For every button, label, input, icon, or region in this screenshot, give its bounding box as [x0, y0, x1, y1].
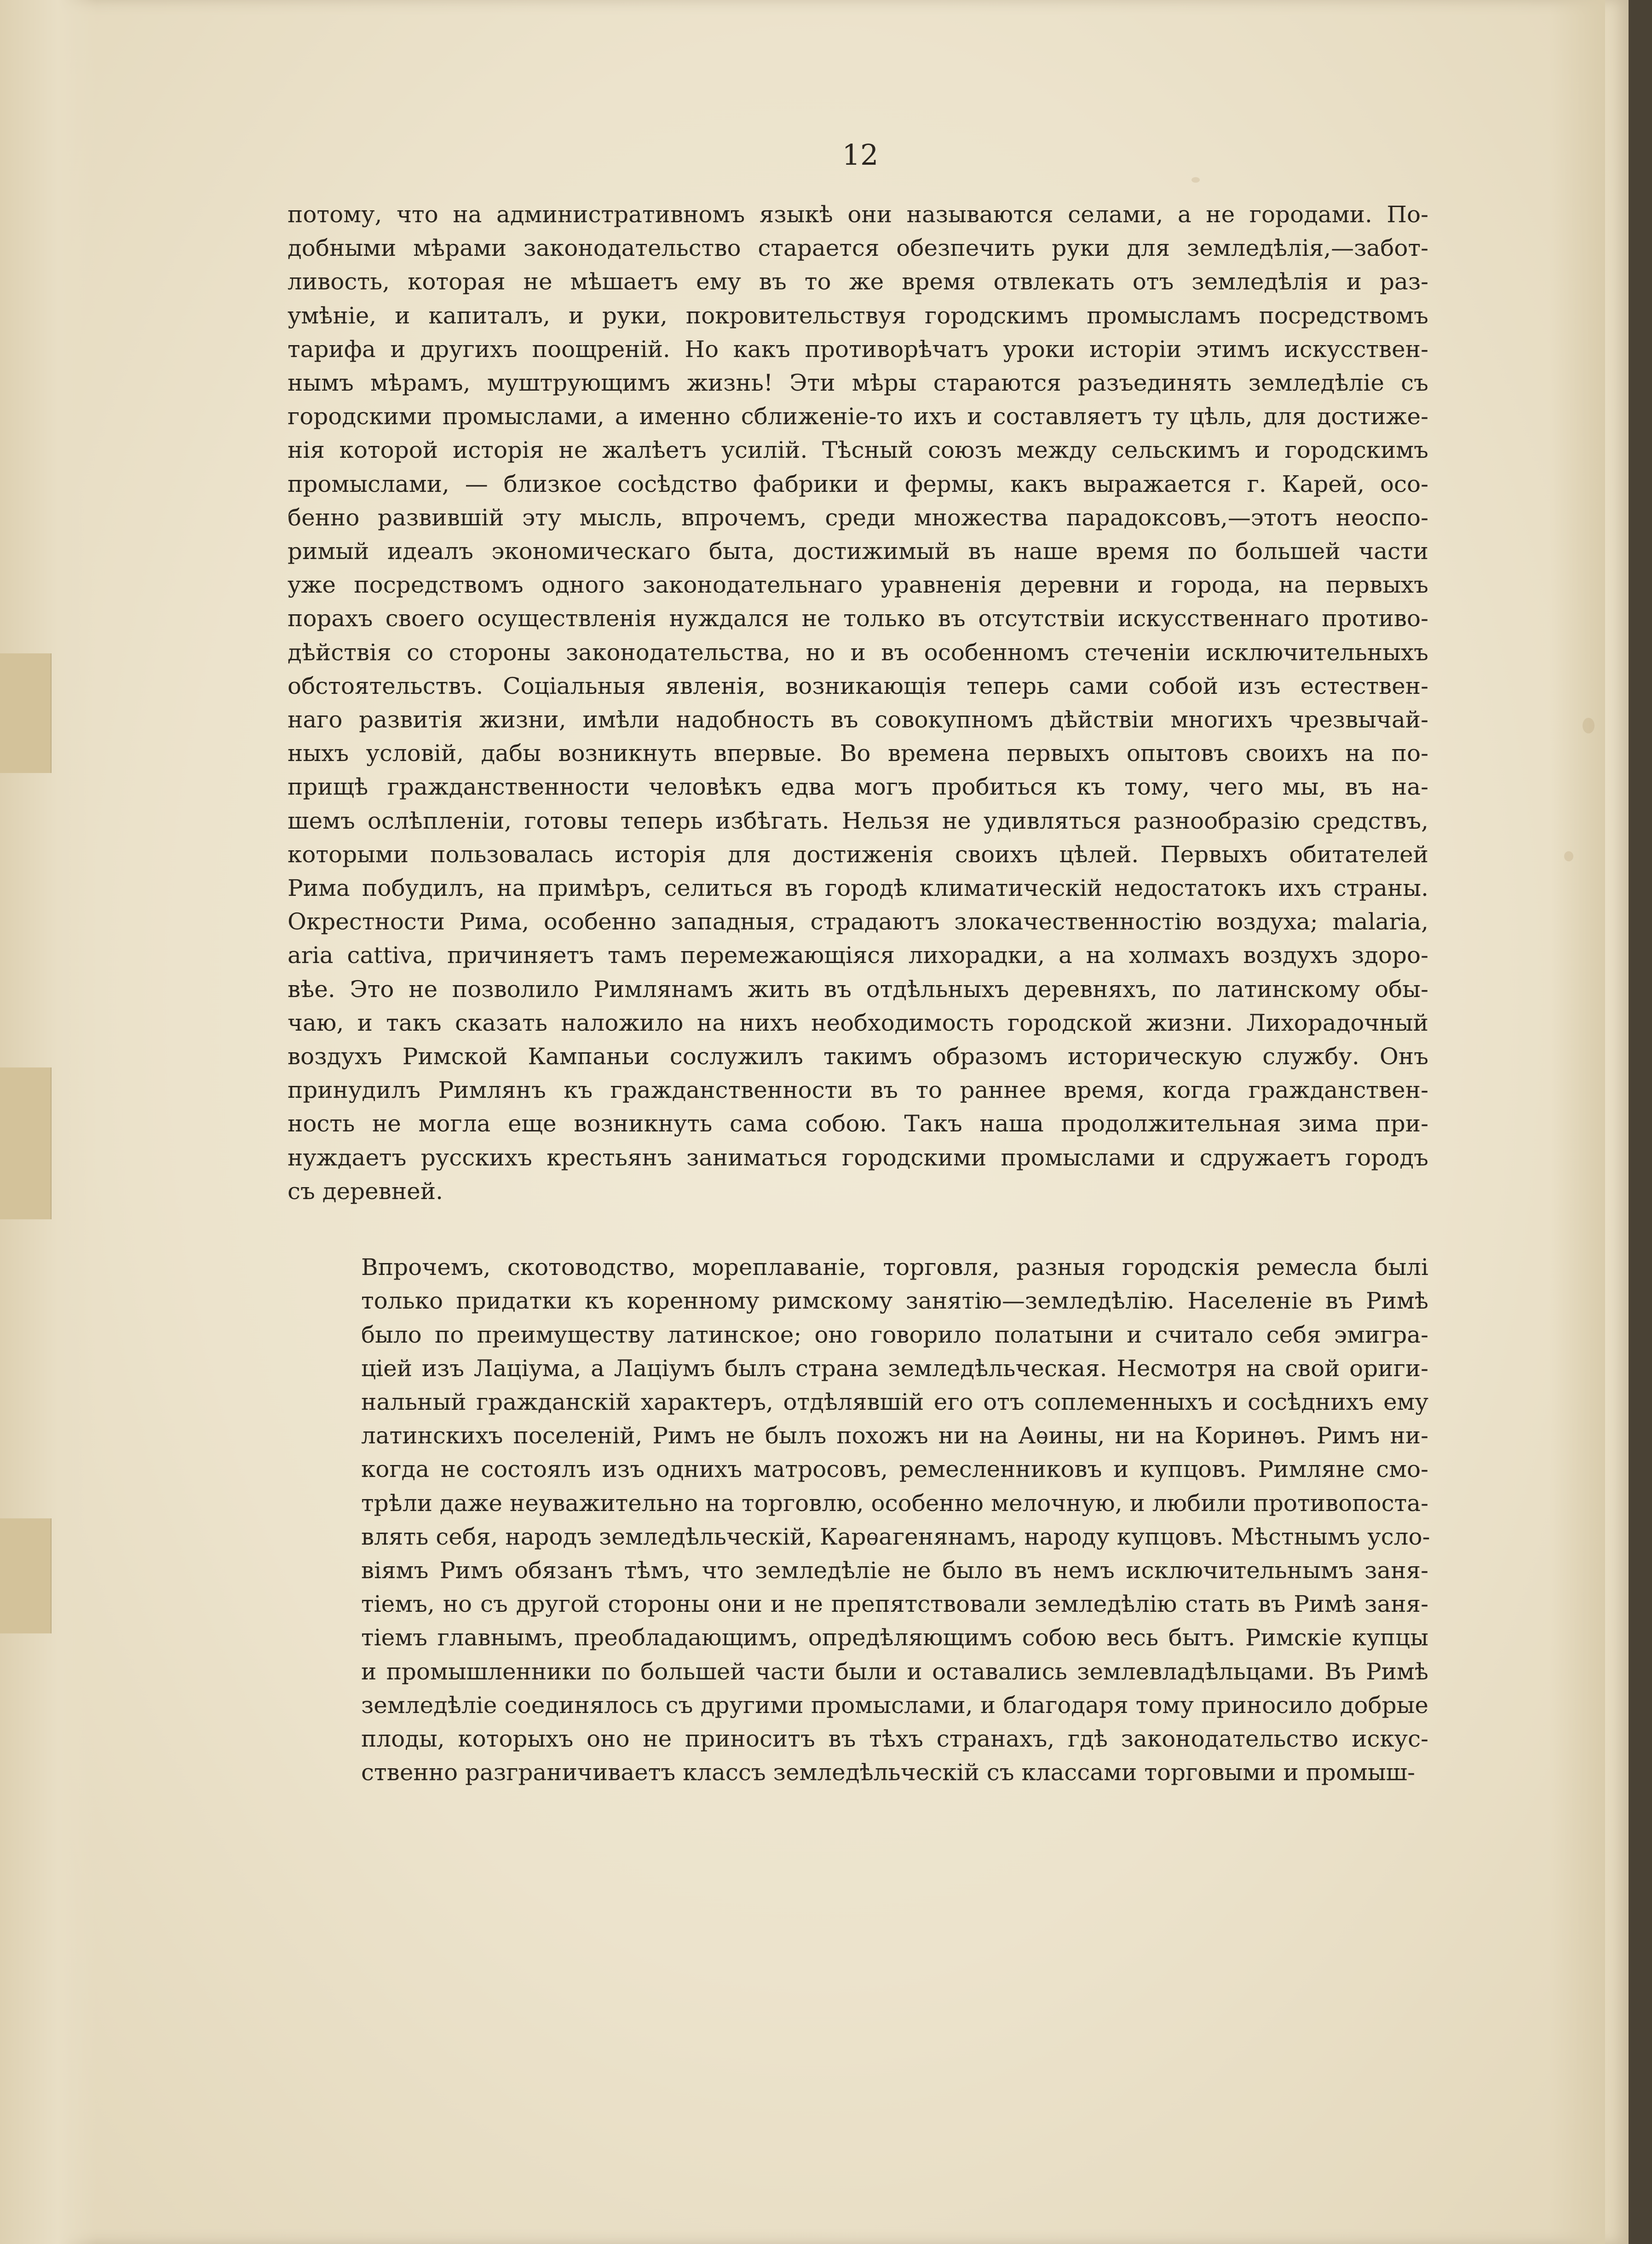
- text-line: латинскихъ поселеній, Римъ не былъ похожъ ни на Аѳины, ни на Коринѳъ. Римъ ни-: [361, 1422, 1428, 1449]
- paragraph-gap: [288, 1208, 1428, 1251]
- text-line: віямъ Римъ обязанъ тѣмъ, что земледѣліе не было въ немъ исключительнымъ заня-: [361, 1557, 1428, 1584]
- text-line: римый идеалъ экономическаго быта, достижимый въ наше время по большей части: [288, 538, 1428, 565]
- text-line: воздухъ Римской Кампаньи сослужилъ такимъ образомъ историческую службу. Онъ: [288, 1043, 1428, 1070]
- foxing-spot: [1564, 851, 1573, 861]
- binding-tape: [0, 1067, 52, 1219]
- binding-tape: [0, 1518, 52, 1633]
- text-line: наго развитія жизни, имѣли надобность въ совокупномъ дѣйствіи многихъ чрезвычай-: [288, 706, 1428, 733]
- text-line: чаю, и такъ сказать наложило на нихъ необходимость городской жизни. Лихорадочный: [288, 1009, 1428, 1036]
- paragraph: [288, 1251, 1428, 1789]
- text-line: шемъ ослѣпленіи, готовы теперь избѣгать. Нельзя не удивляться разнообразію средствъ,: [288, 807, 1428, 834]
- foxing-spot: [1583, 718, 1594, 733]
- text-line: тарифа и другихъ поощреній. Но какъ противорѣчатъ уроки исторіи этимъ искусствен-: [288, 335, 1428, 363]
- text-line: Окрестности Рима, особенно западныя, страдаютъ злокачественностію воздуха; malaria,: [288, 908, 1428, 935]
- text-line: тіемъ, но съ другой стороны они и не препятствовали земледѣлію стать въ Римѣ заня-: [361, 1591, 1428, 1618]
- text-line: и промышленники по большей части были и оставались землевладѣльцами. Въ Римѣ: [361, 1658, 1428, 1685]
- text-line: трѣли даже неуважительно на торговлю, особенно мелочную, и любили противопоста-: [361, 1489, 1428, 1517]
- text-line: тіемъ главнымъ, преобладающимъ, опредѣляющимъ собою весь бытъ. Римскіе купцы: [361, 1624, 1428, 1651]
- text-line: нымъ мѣрамъ, муштрующимъ жизнь! Эти мѣры стараются разъединять земледѣліе съ: [288, 369, 1428, 397]
- text-line: добными мѣрами законодательство старается обезпечить руки для земледѣлія,—забот-: [288, 235, 1428, 262]
- text-line: нуждаетъ русскихъ крестьянъ заниматься городскими промыслами и сдружаетъ городъ: [288, 1144, 1428, 1171]
- text-line: плоды, которыхъ оно не приноситъ въ тѣхъ странахъ, гдѣ законодательство искус-: [361, 1725, 1428, 1752]
- text-line: потому, что на административномъ языкѣ они называются селами, а не городами. По-: [288, 201, 1428, 228]
- text-line: Впрочемъ, скотоводство, мореплаваніе, торговля, разныя городскія ремесла былі: [361, 1254, 1428, 1281]
- text-line: ныхъ условій, дабы возникнуть впервые. Во времена первыхъ опытовъ своихъ на по-: [288, 740, 1428, 767]
- text-line: уже посредствомъ одного законодательнаго уравненія деревни и города, на первыхъ: [288, 571, 1428, 599]
- text-line: прищѣ гражданственности человѣкъ едва могъ пробиться къ тому, чего мы, въ на-: [288, 773, 1428, 801]
- text-line: умѣніе, и капиталъ, и руки, покровительствуя городскимъ промысламъ посредствомъ: [288, 302, 1428, 329]
- text-line: Рима побудилъ, на примѣръ, селиться въ городѣ климатическій недостатокъ ихъ страны.: [288, 875, 1428, 902]
- text-line: которыми пользовалась исторія для достиженія своихъ цѣлей. Первыхъ обитателей: [288, 841, 1428, 868]
- page-number: 12: [842, 138, 879, 172]
- text-line: только придатки къ коренному римскому занятію—земледѣлію. Населеніе въ Римѣ: [361, 1287, 1428, 1315]
- body-text: [288, 198, 1428, 1789]
- text-line: бенно развившій эту мысль, впрочемъ, среди множества парадоксовъ,—этотъ неоспо-: [288, 504, 1428, 531]
- text-line: городскими промыслами, а именно сближеніе-то ихъ и составляетъ ту цѣль, для достиже-: [288, 403, 1428, 430]
- text-line: ливость, которая не мѣшаетъ ему въ то же время отвлекать отъ земледѣлія и раз-: [288, 268, 1428, 295]
- text-line: ціей изъ Лаціума, а Лаціумъ былъ страна земледѣльческая. Несмотря на свой ориги-: [361, 1355, 1428, 1382]
- text-line: обстоятельствъ. Соціальныя явленія, возникающія теперь сами собой изъ естествен-: [288, 672, 1428, 699]
- text-line: вѣе. Это не позволило Римлянамъ жить въ отдѣльныхъ деревняхъ, по латинскому обы-: [288, 975, 1428, 1003]
- text-line: земледѣліе соединялось съ другими промыслами, и благодаря тому приносило добрые: [361, 1691, 1428, 1719]
- paragraph: [288, 198, 1428, 1208]
- text-line: промыслами, — близкое сосѣдство фабрики и фермы, какъ выражается г. Карей, осо-: [288, 470, 1428, 497]
- text-line: когда не состоялъ изъ однихъ матросовъ, ремесленниковъ и купцовъ. Римляне смо-: [361, 1456, 1428, 1483]
- page-right-edge: [1550, 0, 1605, 2244]
- text-line: было по преимуществу латинское; оно говорило полатыни и считало себя эмигра-: [361, 1321, 1428, 1348]
- text-line: нія которой исторія не жалѣетъ усилій. Тѣсный союзъ между сельскимъ и городскимъ: [288, 437, 1428, 464]
- text-line: принудилъ Римлянъ къ гражданственности въ то раннее время, когда гражданствен-: [288, 1077, 1428, 1104]
- binding-tape: [0, 653, 52, 773]
- text-line: влять себя, народъ земледѣльческій, Карѳагенянамъ, народу купцовъ. Мѣстнымъ усло-: [361, 1523, 1430, 1550]
- text-line: ственно разграничиваетъ классъ земледѣльческій съ классами торговыми и промыш-: [361, 1759, 1416, 1786]
- text-line: съ деревней.: [288, 1177, 443, 1205]
- foxing-spot: [1192, 177, 1200, 183]
- text-line: aria cattiva, причиняетъ тамъ перемежающіяся лихорадки, а на холмахъ воздухъ здоро-: [288, 942, 1428, 969]
- text-line: дѣйствія со стороны законодательства, но и въ особенномъ стеченіи исключительныхъ: [288, 639, 1428, 666]
- text-line: нальный гражданскій характеръ, отдѣлявшій его отъ соплеменныхъ и сосѣднихъ ему: [361, 1388, 1428, 1415]
- text-line: порахъ своего осуществленія нуждался не только въ отсутствіи искусственнаго противо-: [288, 605, 1428, 632]
- text-line: ность не могла еще возникнуть сама собою. Такъ наша продолжительная зима при-: [288, 1110, 1428, 1137]
